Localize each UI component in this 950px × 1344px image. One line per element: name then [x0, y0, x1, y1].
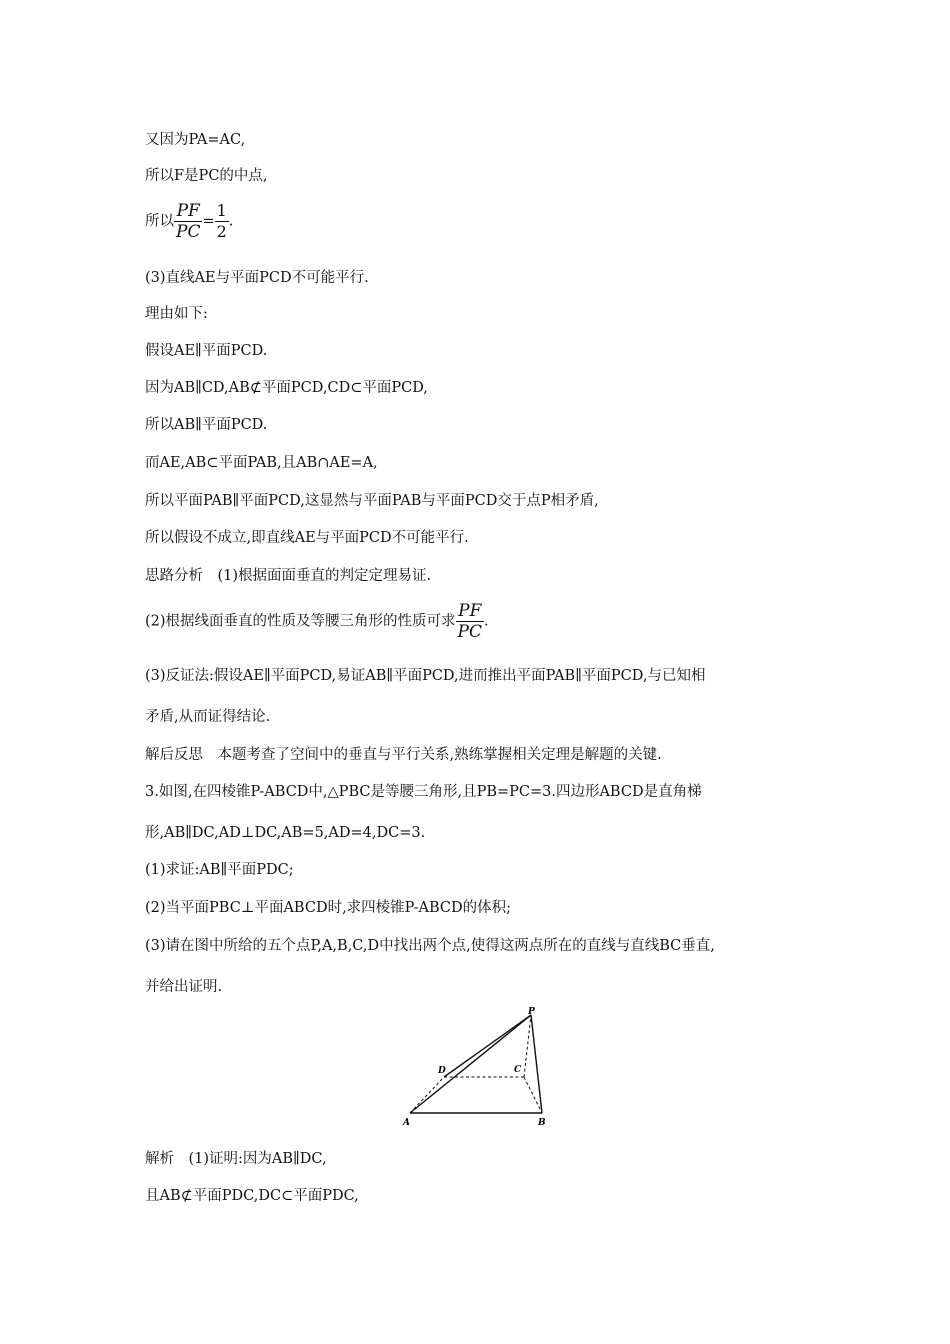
edge-pc: [524, 1015, 531, 1077]
period: .: [228, 213, 234, 230]
fraction-one-half: [215, 201, 229, 242]
pyramid-figure: [400, 1005, 560, 1130]
label-b: B: [538, 1118, 546, 1128]
fraction-line: [145, 601, 489, 642]
text-prefix: 所以: [145, 213, 174, 230]
fraction-denominator: PC: [176, 222, 201, 242]
text-line: 所以AB∥平面PCD.: [145, 417, 268, 433]
text-line: 又因为PA=AC,: [145, 132, 246, 148]
label-d: D: [438, 1066, 446, 1076]
fraction-numerator: PF: [174, 201, 202, 222]
label-a: A: [403, 1118, 410, 1128]
label-c: C: [514, 1065, 522, 1075]
fraction-numerator: PF: [456, 601, 484, 622]
edge-ad: [410, 1077, 444, 1113]
edge-pb: [531, 1015, 542, 1113]
period: .: [484, 613, 489, 630]
text-line: 因为AB∥CD,AB⊄平面PCD,CD⊂平面PCD,: [145, 380, 428, 396]
text-line: (3)直线AE与平面PCD不可能平行.: [145, 270, 369, 286]
text-line: 而AE,AB⊂平面PAB,且AB∩AE=A,: [145, 455, 378, 471]
fraction-numerator: 1: [216, 201, 227, 220]
equals-sign: =: [202, 213, 215, 230]
text-line: 解后反思 本题考查了空间中的垂直与平行关系,熟练掌握相关定理是解题的关键.: [145, 747, 662, 763]
label-p: P: [528, 1007, 535, 1017]
text-line: (1)求证:AB∥平面PDC;: [145, 862, 294, 878]
text-line: (3)反证法:假设AE∥平面PCD,易证AB∥平面PCD,进而推出平面PAB∥平面PCD,与已知相: [145, 668, 706, 684]
fraction-pf-pc: [174, 201, 202, 242]
fraction-denominator: 2: [216, 222, 227, 241]
text-line: 所以假设不成立,即直线AE与平面PCD不可能平行.: [145, 530, 469, 546]
text-line: 并给出证明.: [145, 979, 223, 995]
text-line: 矛盾,从而证得结论.: [145, 709, 271, 725]
text-line: 假设AE∥平面PCD.: [145, 343, 268, 359]
text-line: 理由如下:: [145, 306, 208, 322]
text-line: 3.如图,在四棱锥P-ABCD中,△PBC是等腰三角形,且PB=PC=3.四边形ABCD是直角梯: [145, 784, 702, 800]
text-line: 形,AB∥DC,AD⊥DC,AB=5,AD=4,DC=3.: [145, 825, 426, 841]
text-line: 且AB⊄平面PDC,DC⊂平面PDC,: [145, 1188, 359, 1204]
text-line: 思路分析 (1)根据面面垂直的判定定理易证.: [145, 568, 432, 584]
text-line: (3)请在图中所给的五个点P,A,B,C,D中找出两个点,使得这两点所在的直线与直线BC垂直,: [145, 938, 715, 954]
text-line: 所以平面PAB∥平面PCD,这显然与平面PAB与平面PCD交于点P相矛盾,: [145, 493, 599, 509]
fraction-pf-pc: [456, 601, 484, 642]
fraction-denominator: PC: [457, 622, 482, 642]
text-line: 解析 (1)证明:因为AB∥DC,: [145, 1151, 327, 1167]
fraction-line: [145, 201, 233, 242]
text-line: 所以F是PC的中点,: [145, 168, 268, 184]
edge-pa: [410, 1015, 531, 1113]
text-line: (2)当平面PBC⊥平面ABCD时,求四棱锥P-ABCD的体积;: [145, 900, 512, 916]
text-prefix: (2)根据线面垂直的性质及等腰三角形的性质可求: [145, 613, 456, 630]
